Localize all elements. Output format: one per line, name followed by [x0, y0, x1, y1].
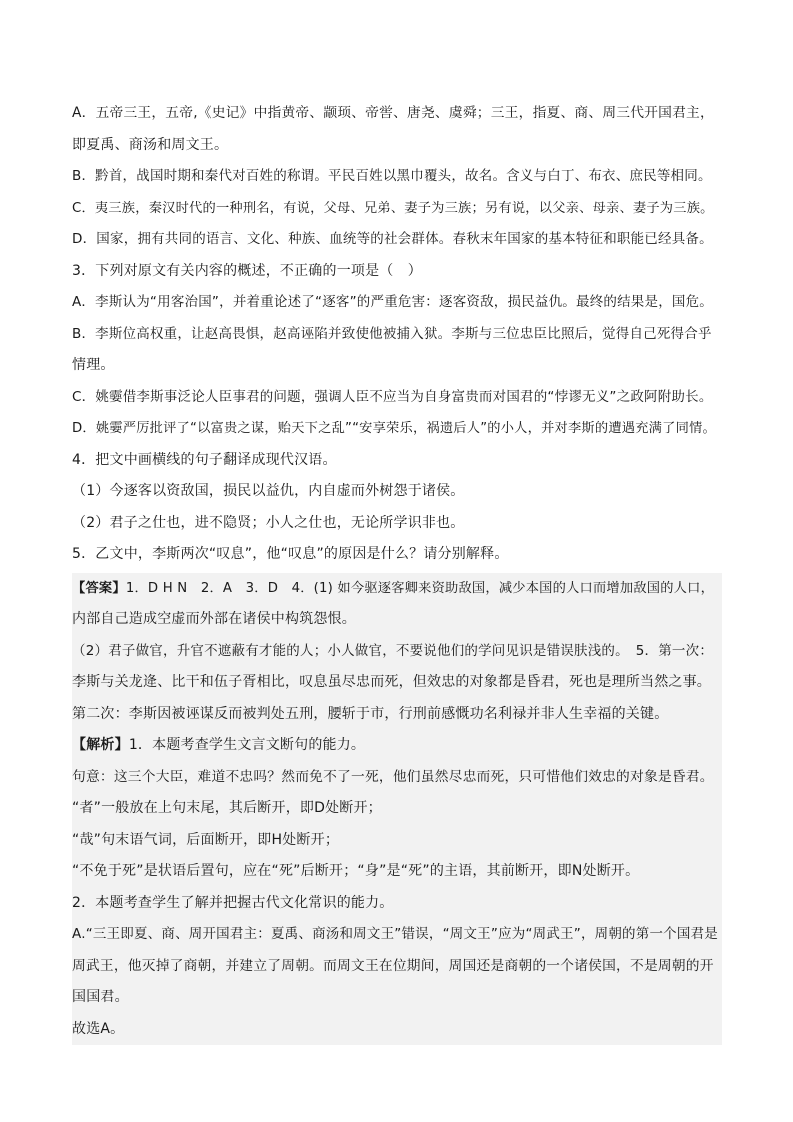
- answer-line-1: [72, 573, 722, 605]
- q3-title: 3．下列对原文有关内容的概述，不正确的一项是（ ）: [72, 262, 422, 279]
- analysis-line-7: A.“三王即夏、商、周开国君主：夏禹、商汤和周文王”错误，“周文王”应为“周武王”，周朝的第一个国君是: [72, 919, 722, 951]
- q3-option-b-line1: B．李斯位高权重，让赵高畏惧，赵高诬陷并致使他被捕入狱。李斯与三位忠臣比照后，觉得自己死得合乎: [72, 325, 712, 342]
- q2-option-b: B．黔首，战国时期和秦代对百姓的称谓。平民百姓以黑巾覆头，故名。含义与白丁、布衣、庶民等相同。: [72, 168, 712, 184]
- answer-line-2: 内部自己造成空虚而外部在诸侯中构筑怨恨。: [72, 604, 722, 636]
- analysis-line-6: 2．本题考查学生了解并把握古代文化常识的能力。: [72, 888, 722, 920]
- document-page: [72, 98, 722, 1045]
- analysis-line-5: “不免于死”是状语后置句，应在“死”后断开；“身”是“死”的主语，其前断开，即N处断开。: [72, 856, 722, 888]
- analysis-line-4: “哉”句末语气词，后面断开，即H处断开；: [72, 825, 722, 857]
- q4-item-2: （2）君子之仕也，进不隐贤；小人之仕也，无论所学识非也。: [72, 514, 465, 531]
- analysis-line-1: [72, 730, 722, 762]
- q3-option-c: C．姚孁借李斯事泛论人臣事君的问题，强调人臣不应当为自身富贵而对国君的“悖谬无义”之政阿附助长。: [72, 388, 713, 405]
- q3-option-b-line2: 情理。: [72, 357, 115, 373]
- answer-line-4: 李斯与关龙逄、比干和伍子胥相比，叹息虽尽忠而死，但效忠的对象都是昏君，死也是理所当然之事。: [72, 667, 722, 699]
- answer-line-3: （2）君子做官，升官不遮蔽有才能的人；小人做官，不要说他们的学问见识是错误肤浅的。 5．第一次：: [72, 636, 722, 668]
- q2-option-a-line2: 即夏禹、商汤和周文王。: [72, 136, 229, 153]
- q2-option-a-line1: A．五帝三王，五帝,《史记》中指黄帝、颛顼、帝喾、唐尧、虞舜；三王，指夏、商、周三代开国君主，: [72, 105, 714, 121]
- analysis-line-10: 故选A。: [72, 1014, 722, 1046]
- answer-line-5: 第二次：李斯因被诬谋反而被判处五刑，腰斩于市，行刑前感慨功名利禄并非人生幸福的关键。: [72, 699, 722, 731]
- analysis-label: 【解析】: [72, 737, 129, 753]
- analysis-line-8: 周武王，他灭掉了商朝，并建立了周朝。而周文王在位期间，周国还是商朝的一个诸侯国，不是周朝的开: [72, 951, 722, 983]
- q2-option-c: C．夷三族，秦汉时代的一种刑名，有说，父母、兄弟、妻子为三族；另有说，以父亲、母亲、妻子为三族。: [72, 200, 714, 216]
- analysis-text-1: 1．本题考查学生文言文断句的能力。: [128, 737, 366, 753]
- q5-title: 5．乙文中，李斯两次“叹息”，他“叹息”的原因是什么？请分别解释。: [72, 546, 509, 562]
- q3-option-a: A．李斯认为“用客治国”，并着重论述了“逐客”的严重危害：逐客资敌，损民益仇。最终的结果是，国危。: [72, 294, 714, 310]
- q3-option-d: D．姚孁严厉批评了“以富贵之谋，贻天下之乱”“安享荣乐，祸遗后人”的小人，并对李斯的遭遇充满了同情。: [72, 421, 716, 436]
- analysis-line-3: “者”一般放在上句末尾，其后断开，即D处断开；: [72, 793, 722, 825]
- analysis-line-2: 句意：这三个大臣，难道不忠吗？然而免不了一死，他们虽然尽忠而死，只可惜他们效忠的对象是昏君。: [72, 762, 722, 794]
- q4-item-1: （1）今逐客以资敌国，损民以益仇，内自虚而外树怨于诸侯。: [72, 483, 465, 499]
- q4-title: 4．把文中画横线的句子翻译成现代汉语。: [72, 451, 337, 468]
- q2-option-d: D．国家，拥有共同的语言、文化、种族、血统等的社会群体。春秋末年国家的基本特征和职能已经具备。: [72, 231, 713, 247]
- answer-label: 【答案】: [72, 580, 126, 596]
- answer-section: [72, 573, 722, 1046]
- answer-text-1: 1．D H N 2．A 3．D 4．(1) 如今驱逐客卿来资助敌国，减少本国的人口而增加敌国的人口，: [125, 580, 715, 596]
- analysis-line-9: 国国君。: [72, 982, 722, 1014]
